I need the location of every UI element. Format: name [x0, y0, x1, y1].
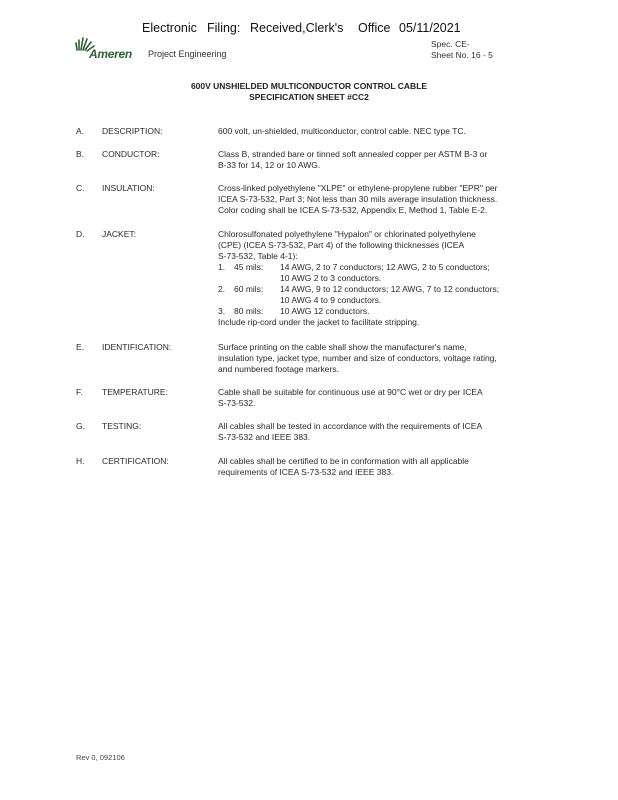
title-line-2: SPECIFICATION SHEET #CC2	[249, 92, 369, 102]
filing-office: Office	[358, 21, 391, 35]
section-body	[218, 342, 548, 375]
filing-date: 05/11/2021	[399, 21, 461, 35]
section-label: TEMPERATURE:	[102, 387, 168, 397]
section-letter: H.	[76, 456, 85, 466]
body-line: Include rip-cord under the jacket to facilitate stripping.	[218, 317, 420, 327]
option-line: 10 AWG 4 to 9 conductors.	[280, 295, 382, 305]
body-line: Surface printing on the cable shall show the manufacturer's name,	[218, 342, 467, 352]
body-line: Class B, stranded bare or tinned soft annealed copper per ASTM B-3 or	[218, 149, 488, 159]
section-body	[218, 183, 548, 216]
body-line: Cross-linked polyethylene "XLPE" or ethylene-propylene rubber "EPR" per	[218, 183, 498, 193]
section-letter: E.	[76, 342, 85, 352]
section-letter: B.	[76, 149, 85, 159]
option-line: 10 AWG 2 to 3 conductors.	[280, 273, 382, 283]
body-line: Color coding shall be ICEA S-73-532, Appendix E, Method 1, Table E-2.	[218, 205, 488, 215]
logo-wordmark: Ameren	[89, 47, 132, 61]
filing-received: Received,Clerk's	[250, 21, 344, 35]
filing-electronic: Electronic	[142, 21, 197, 35]
option-line: 14 AWG, 9 to 12 conductors; 12 AWG, 7 to 12 conductors;	[280, 284, 500, 294]
body-line: S-73-532 and IEEE 383.	[218, 432, 311, 442]
section-label: CERTIFICATION:	[102, 456, 169, 466]
body-line: S-73-532, Table 4-1):	[218, 251, 298, 261]
section-label: IDENTIFICATION:	[102, 342, 172, 352]
body-line: requirements of ICEA S-73-532 and IEEE 383.	[218, 467, 394, 477]
spec-reference	[431, 39, 493, 61]
body-line: and numbered footage markers.	[218, 364, 339, 374]
filing-label: Filing:	[207, 21, 241, 35]
section-letter: C.	[76, 183, 85, 193]
body-line: All cables shall be tested in accordance with the requirements of ICEA	[218, 421, 483, 431]
section-letter: D.	[76, 229, 85, 239]
body-line: (CPE) (ICEA S-73-532, Part 4) of the following thicknesses (ICEA	[218, 240, 465, 250]
option-mils: 80 mils:	[234, 306, 264, 316]
section-letter: F.	[76, 387, 83, 397]
thickness-option	[218, 284, 548, 295]
section-body	[218, 149, 548, 171]
section-label: DESCRIPTION:	[102, 126, 163, 136]
department-name: Project Engineering	[148, 49, 227, 59]
section-body	[218, 229, 548, 328]
option-line: 14 AWG, 2 to 7 conductors; 12 AWG, 2 to 5 conductors;	[280, 262, 490, 272]
thickness-option	[218, 306, 548, 317]
thickness-option	[218, 262, 548, 273]
ameren-logo	[75, 36, 137, 62]
section-label: INSULATION:	[102, 183, 155, 193]
section-body	[218, 421, 548, 443]
option-line: 10 AWG 12 conductors.	[280, 306, 370, 316]
body-line: 600 volt, un-shielded, multiconductor, control cable. NEC type TC.	[218, 126, 466, 136]
option-number: 3.	[218, 306, 226, 316]
title-line-1: 600V UNSHIELDED MULTICONDUCTOR CONTROL CABLE	[190, 81, 428, 91]
option-mils: 60 mils:	[234, 284, 264, 294]
body-line: B-33 for 14, 12 or 10 AWG.	[218, 160, 321, 170]
body-line: All cables shall be certified to be in conformation with all applicable	[218, 456, 469, 466]
section-label: JACKET:	[102, 229, 137, 239]
section-body	[218, 456, 548, 478]
option-number: 1.	[218, 262, 226, 272]
option-number: 2.	[218, 284, 226, 294]
body-line: insulation type, jacket type, number and size of conductors, voltage rating,	[218, 353, 497, 363]
thickness-option-cont	[218, 295, 548, 306]
revision-footer: Rev 0, 092106	[76, 753, 125, 762]
section-label: CONDUCTOR:	[102, 149, 160, 159]
body-line: S-73-532.	[218, 398, 256, 408]
section-body	[218, 126, 548, 137]
body-line: ICEA S-73-532, Part 3; Not less than 30 mils average insulation thickness.	[218, 194, 498, 204]
body-line: Chlorosulfonated polyethylene "Hypalon" or chlorinated polyethylene	[218, 229, 476, 239]
document-title	[0, 81, 618, 103]
section-body	[218, 387, 548, 409]
sheet-number: Sheet No. 16 - 5	[431, 50, 493, 60]
thickness-option-cont	[218, 273, 548, 284]
section-letter: G.	[76, 421, 85, 431]
section-letter: A.	[76, 126, 85, 136]
option-mils: 45 mils:	[234, 262, 264, 272]
body-line: Cable shall be suitable for continuous use at 90°C wet or dry per ICEA	[218, 387, 483, 397]
section-label: TESTING:	[102, 421, 142, 431]
spec-number: Spec. CE-	[431, 39, 470, 49]
